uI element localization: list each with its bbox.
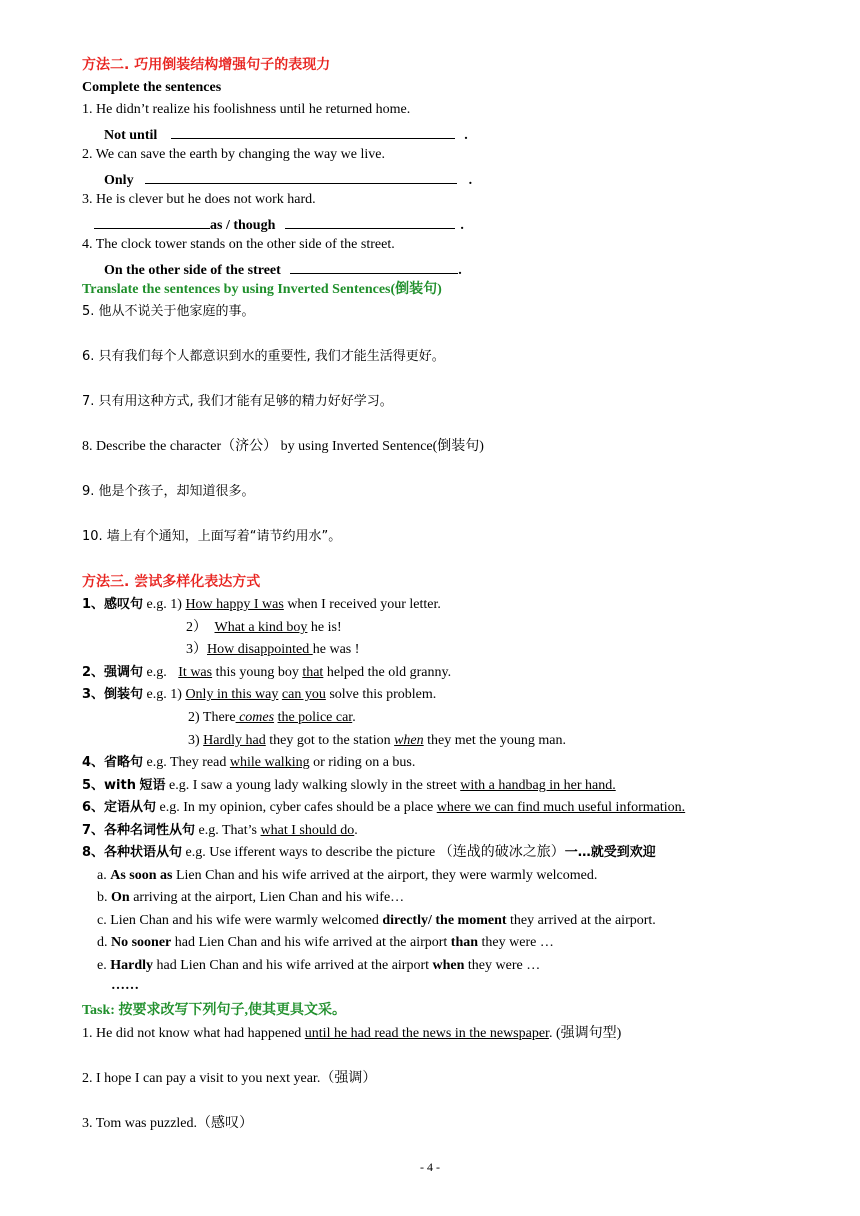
item1-prompt-line	[104, 124, 468, 145]
example-underline: can you	[281, 687, 326, 702]
example-bold: As soon as	[110, 868, 173, 883]
translate-item-9: 9. 他是个孩子，却知道很多。	[82, 484, 255, 499]
example-underline: while walking	[229, 755, 310, 770]
translate-item-10: 10. 墙上有个通知，上面写着“请节约用水”。	[82, 529, 342, 544]
example-text: they were …	[464, 958, 541, 973]
translate-item-6: 6. 只有我们每个人都意识到水的重要性, 我们才能生活得更好。	[82, 349, 445, 364]
task-item-1	[82, 1025, 621, 1043]
inversion-line-2	[188, 709, 356, 727]
period: .	[460, 218, 464, 233]
example-text: d.	[97, 935, 111, 950]
sub-number: 2）	[186, 620, 207, 635]
example-underline: until he had read the news in the newspaper	[304, 1026, 549, 1041]
sub-number: 3）	[186, 642, 207, 657]
nominal-line	[82, 822, 358, 840]
adverbial-c	[97, 912, 656, 930]
example-text: had Lien Chan and his wife arrived at the airport	[171, 935, 451, 950]
example-text: when I received your letter.	[283, 597, 441, 612]
translate-item-5: 5. 他从不说关于他家庭的事。	[82, 304, 255, 319]
period: .	[458, 263, 462, 278]
item3-text: 3. He is clever but he does not work hard.	[82, 192, 316, 207]
emphasis-label: 2、强调句	[82, 665, 144, 680]
task-heading: Task: 按要求改写下列句子,使其更具文采。	[82, 1003, 346, 1018]
example-underline: Hardly had	[203, 733, 266, 748]
example-text: e.	[97, 958, 111, 973]
attributive-label: 6、定语从句	[82, 800, 157, 815]
adverbial-line	[82, 844, 656, 862]
exclamation-line-2	[186, 619, 342, 637]
item3-prompt-line	[94, 214, 464, 235]
example-text: had Lien Chan and his wife arrived at the airport	[153, 958, 433, 973]
ellipsis-mark: ……	[111, 978, 139, 993]
answer-blank[interactable]	[285, 214, 455, 229]
example-text: c. Lien Chan and his wife were warmly welcomed	[97, 913, 383, 928]
item1-prompt: Not until	[104, 128, 158, 143]
attributive-line	[82, 799, 685, 817]
exclamation-line-3	[186, 641, 359, 659]
example-text: this young boy	[212, 665, 303, 680]
example-text: they were …	[478, 935, 554, 950]
example-text: solve this problem.	[325, 687, 437, 702]
item4-text: 4. The clock tower stands on the other side of the street.	[82, 237, 395, 252]
example-text: .	[354, 823, 358, 838]
example-underline: what I should do	[260, 823, 355, 838]
eg-label: e.g. 1)	[146, 687, 182, 702]
answer-blank[interactable]	[94, 214, 210, 229]
example-text: or riding on a bus.	[309, 755, 416, 770]
example-underline: What a kind boy	[214, 620, 308, 635]
adverbial-a	[97, 867, 597, 885]
item2-text: 2. We can save the earth by changing the way we live.	[82, 147, 386, 162]
example-bold: when	[432, 958, 465, 973]
with-label-cn: 短语	[139, 778, 166, 793]
adverbial-e	[97, 957, 540, 975]
example-text: 1. He did not know what had happened	[82, 1026, 305, 1041]
item4-prompt-line	[104, 259, 462, 280]
period: .	[464, 128, 468, 143]
example-underline: that	[302, 665, 324, 680]
example-underline: How happy I was	[185, 597, 284, 612]
eg-label: e.g.	[146, 665, 167, 680]
example-text: helped the old granny.	[323, 665, 452, 680]
translate-heading: Translate the sentences by using Inverted Sentences(倒装句)	[82, 282, 442, 297]
adverbial-label: 8、各种状语从句	[82, 845, 183, 860]
exclamation-line	[82, 596, 441, 614]
ellipsis-label: 4、省略句	[82, 755, 144, 770]
adverbial-d	[97, 934, 554, 952]
example-text: e.g. Use ifferent ways to describe the picture （连战的破冰之旅）	[185, 845, 565, 860]
complete-heading: Complete the sentences	[82, 80, 222, 95]
example-underline: How disappointed	[207, 642, 313, 657]
period: .	[468, 173, 473, 188]
task-item-2: 2. I hope I can pay a visit to you next year.（强调）	[82, 1071, 377, 1086]
example-text: e.g. That’s	[198, 823, 261, 838]
example-text: e.g. In my opinion, cyber cafes should be a place	[159, 800, 437, 815]
example-underline: when	[394, 733, 424, 748]
ellipsis-line	[82, 754, 415, 772]
example-text: . (强调句型)	[548, 1026, 622, 1041]
item2-prompt: Only	[104, 173, 134, 188]
item2-prompt-line	[104, 169, 472, 190]
inversion-label: 3、倒装句	[82, 687, 144, 702]
example-text: e.g. They read	[146, 755, 230, 770]
example-text: b.	[97, 890, 111, 905]
item3-prompt: as / though	[210, 218, 276, 233]
example-text: e.g. I saw a young lady walking slowly in the street	[169, 778, 461, 793]
section2-heading: 方法二. 巧用倒装结构增强句子的表现力	[82, 57, 331, 73]
example-text: he is!	[307, 620, 342, 635]
exclamation-label: 1、感叹句	[82, 597, 144, 612]
example-bold: 一…就受到欢迎	[564, 845, 656, 860]
section3-heading: 方法三. 尝试多样化表达方式	[82, 574, 261, 590]
page-number: - 4 -	[420, 1160, 440, 1174]
example-text: 2) There	[188, 710, 236, 725]
example-text: .	[352, 710, 356, 725]
example-bold: than	[450, 935, 479, 950]
translate-item-7: 7. 只有用这种方式, 我们才能有足够的精力好好学习。	[82, 394, 393, 409]
adverbial-b	[97, 889, 404, 907]
example-text: they got to the station	[265, 733, 395, 748]
inversion-line-3	[188, 732, 566, 750]
example-bold: No sooner	[111, 935, 172, 950]
answer-blank[interactable]	[145, 169, 457, 184]
answer-blank[interactable]	[290, 259, 458, 274]
inversion-line	[82, 686, 436, 704]
example-underline: where we can find much useful information.	[436, 800, 686, 815]
example-bold: directly/ the moment	[382, 913, 507, 928]
example-underline: the police car	[277, 710, 353, 725]
example-text: Lien Chan and his wife arrived at the airport, they were warmly welcomed.	[172, 868, 598, 883]
example-text: he was !	[312, 642, 360, 657]
emphasis-line	[82, 664, 451, 682]
example-underline: Only in this way	[185, 687, 279, 702]
translate-item-8: 8. Describe the character（济公） by using Inverted Sentence(倒装句)	[82, 439, 484, 454]
answer-blank[interactable]	[171, 124, 455, 139]
item4-prompt: On the other side of the street	[104, 263, 281, 278]
example-text: arriving at the airport, Lien Chan and his wife…	[129, 890, 405, 905]
eg-label: e.g. 1)	[146, 597, 182, 612]
example-bold: On	[111, 890, 130, 905]
item1-text: 1. He didn’t realize his foolishness until he returned home.	[82, 102, 411, 117]
with-label: 5、with	[82, 778, 136, 793]
example-underline: It was	[178, 665, 213, 680]
example-text: they arrived at the airport.	[506, 913, 656, 928]
example-text: 3)	[188, 733, 204, 748]
nominal-label: 7、各种名词性从句	[82, 823, 196, 838]
with-phrase-line	[82, 777, 616, 795]
example-text: a.	[97, 868, 111, 883]
example-underline: with a handbag in her hand.	[460, 778, 616, 793]
example-text: they met the young man.	[423, 733, 566, 748]
task-item-3: 3. Tom was puzzled.（感叹）	[82, 1116, 254, 1131]
example-bold: Hardly	[110, 958, 153, 973]
example-underline: comes	[235, 710, 275, 725]
